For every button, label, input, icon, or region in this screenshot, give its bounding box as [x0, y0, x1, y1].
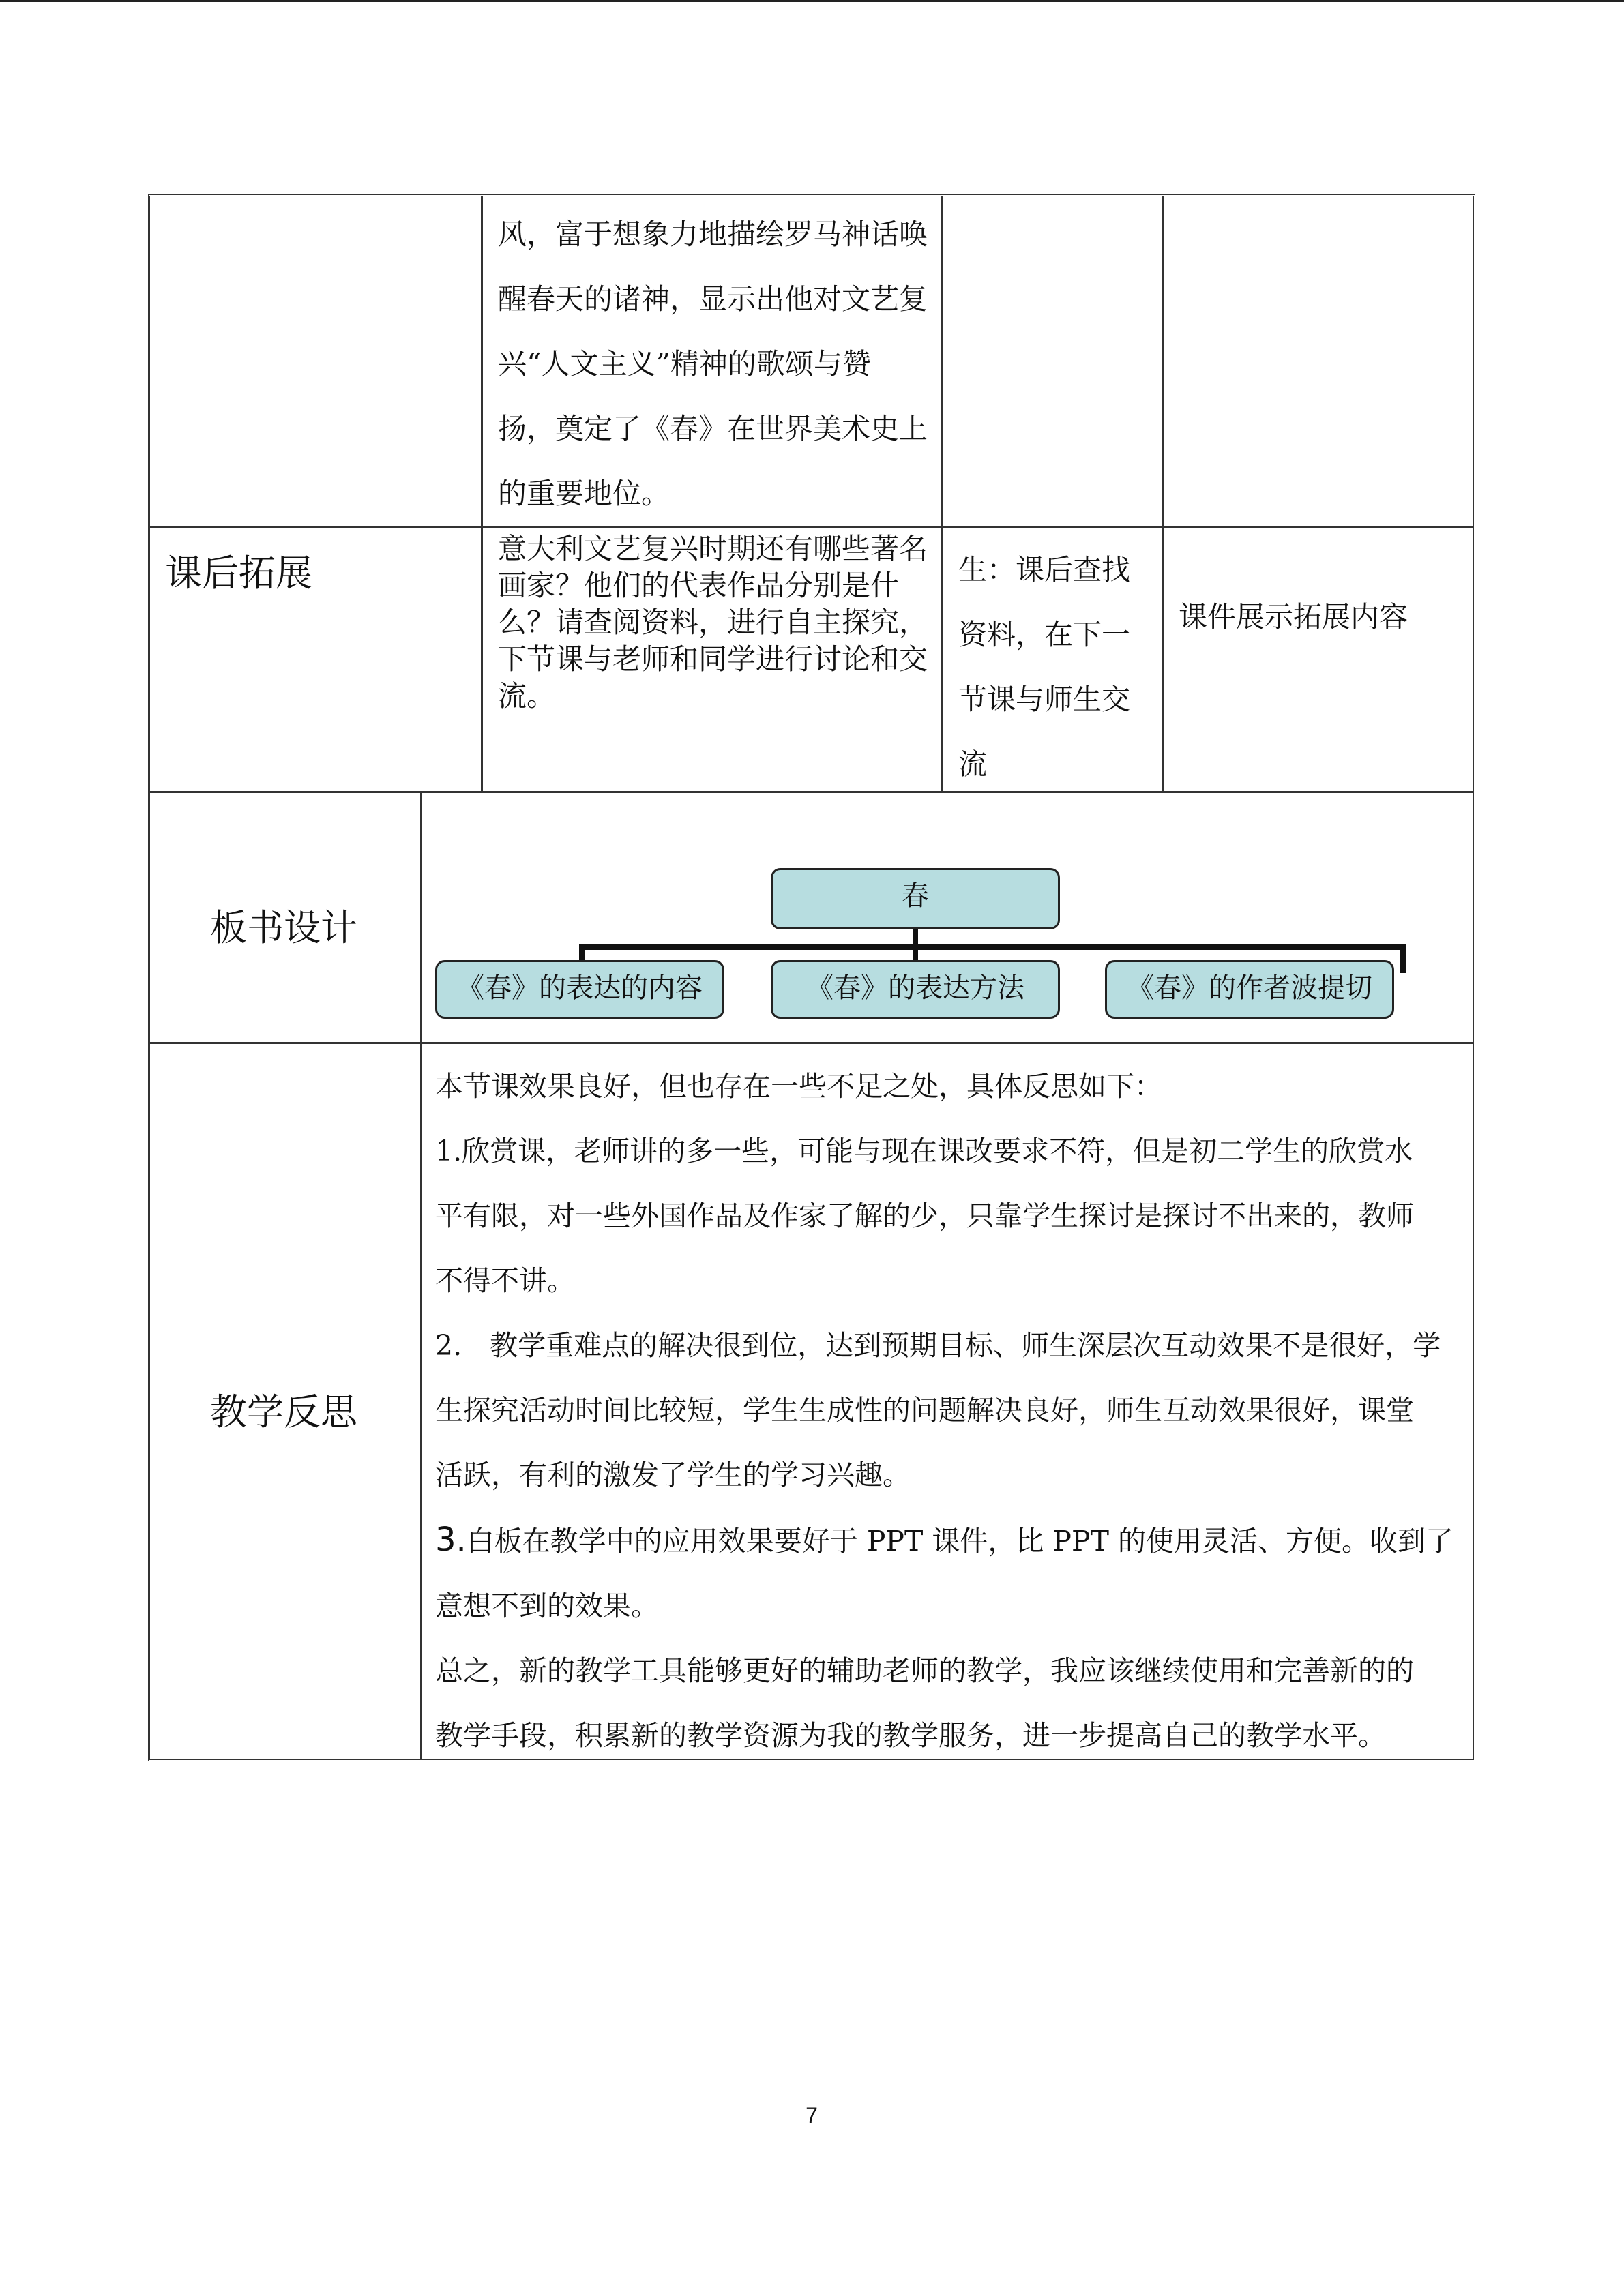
text-line: 资料，在下一 — [958, 618, 1131, 651]
diagram-connector — [579, 944, 1406, 950]
text-line: 扬，奠定了《春》在世界美术史上 — [498, 412, 928, 445]
diagram-child-label: 《春》的作者波提切 — [1127, 972, 1372, 1004]
row-divider — [150, 1042, 1473, 1044]
reflection-line: 教学手段，积累新的教学资源为我的教学服务，进一步提高自己的教学水平。 — [435, 1719, 1386, 1752]
diagram-child-node — [771, 960, 1060, 1019]
text-line: 生：课后查找 — [958, 553, 1131, 586]
diagram-child-node — [435, 960, 724, 1019]
row-divider — [150, 791, 1473, 793]
row2-student-cell — [958, 537, 1130, 796]
reflection-line: 本节课效果良好，但也存在一些不足之处，具体反思如下： — [435, 1070, 1162, 1103]
reflection-line: 不得不讲。 — [435, 1264, 575, 1297]
text-line: 流 — [958, 747, 988, 781]
diagram-child-node — [1105, 960, 1394, 1019]
text-line: 么？请查阅资料，进行自主探究， — [498, 606, 928, 639]
reflection-line: 总之，新的教学工具能够更好的辅助老师的教学，我应该继续使用和完善新的的 — [435, 1654, 1414, 1687]
reflection-line: 1.欣赏课，老师讲的多一些，可能与现在课改要求不符，但是初二学生的欣赏水 — [435, 1135, 1413, 1167]
text-line: 流。 — [498, 679, 556, 713]
page-top-rule — [0, 0, 1624, 2]
text-line: 节课与师生交 — [958, 683, 1131, 716]
reflection-line — [435, 1508, 1453, 1574]
reflection-line: 意想不到的效果。 — [435, 1590, 659, 1622]
row1-content-cell — [498, 202, 928, 526]
diagram-child-label: 《春》的表达方法 — [806, 972, 1024, 1004]
diagram-child-label: 《春》的表达的内容 — [457, 972, 703, 1004]
text-line: 画家？他们的代表作品分别是什 — [498, 569, 900, 602]
row-label-board-design: 板书设计 — [210, 906, 357, 949]
column-divider — [1162, 196, 1164, 791]
row2-content-cell — [498, 531, 928, 715]
reflection-line: 活跃，有利的激发了学生的学习兴趣。 — [435, 1459, 911, 1491]
diagram-root-node — [771, 868, 1060, 929]
item-number: 3. — [435, 1521, 467, 1559]
page-number: 7 — [806, 2103, 818, 2128]
lesson-plan-table — [148, 194, 1475, 1761]
diagram-connector — [1400, 944, 1406, 973]
row-label-extension: 课后拓展 — [165, 552, 312, 595]
reflection-line-text: 白板在教学中的应用效果要好于 PPT 课件，比 PPT 的使用灵活、方便。收到了 — [466, 1525, 1453, 1557]
text-line: 意大利文艺复兴时期还有哪些著名 — [498, 532, 928, 565]
column-divider — [420, 791, 422, 1759]
diagram-root-label: 春 — [902, 880, 929, 912]
text-line: 兴“人文主义”精神的歌颂与赞 — [498, 347, 871, 381]
reflection-line: 2. 教学重难点的解决很到位，达到预期目标、师生深层次互动效果不是很好，学 — [435, 1329, 1441, 1362]
text-line: 醒春天的诸神，显示出他对文艺复 — [498, 282, 928, 316]
reflection-line: 平有限，对一些外国作品及作家了解的少，只靠学生探讨是探讨不出来的，教师 — [435, 1199, 1414, 1232]
row-label-reflection: 教学反思 — [210, 1390, 357, 1433]
reflection-content-cell — [435, 1054, 1453, 1768]
row-divider — [150, 526, 1473, 528]
column-divider — [481, 196, 483, 791]
column-divider — [941, 196, 943, 791]
reflection-line: 生探究活动时间比较短，学生生成性的问题解决良好，师生互动效果很好，课堂 — [435, 1394, 1414, 1427]
text-line: 下节课与老师和同学进行讨论和交 — [498, 642, 928, 676]
text-line: 风，富于想象力地描绘罗马神话唤 — [498, 218, 928, 251]
text-line: 的重要地位。 — [498, 477, 670, 510]
row2-media-cell: 课件展示拓展内容 — [1179, 600, 1408, 633]
